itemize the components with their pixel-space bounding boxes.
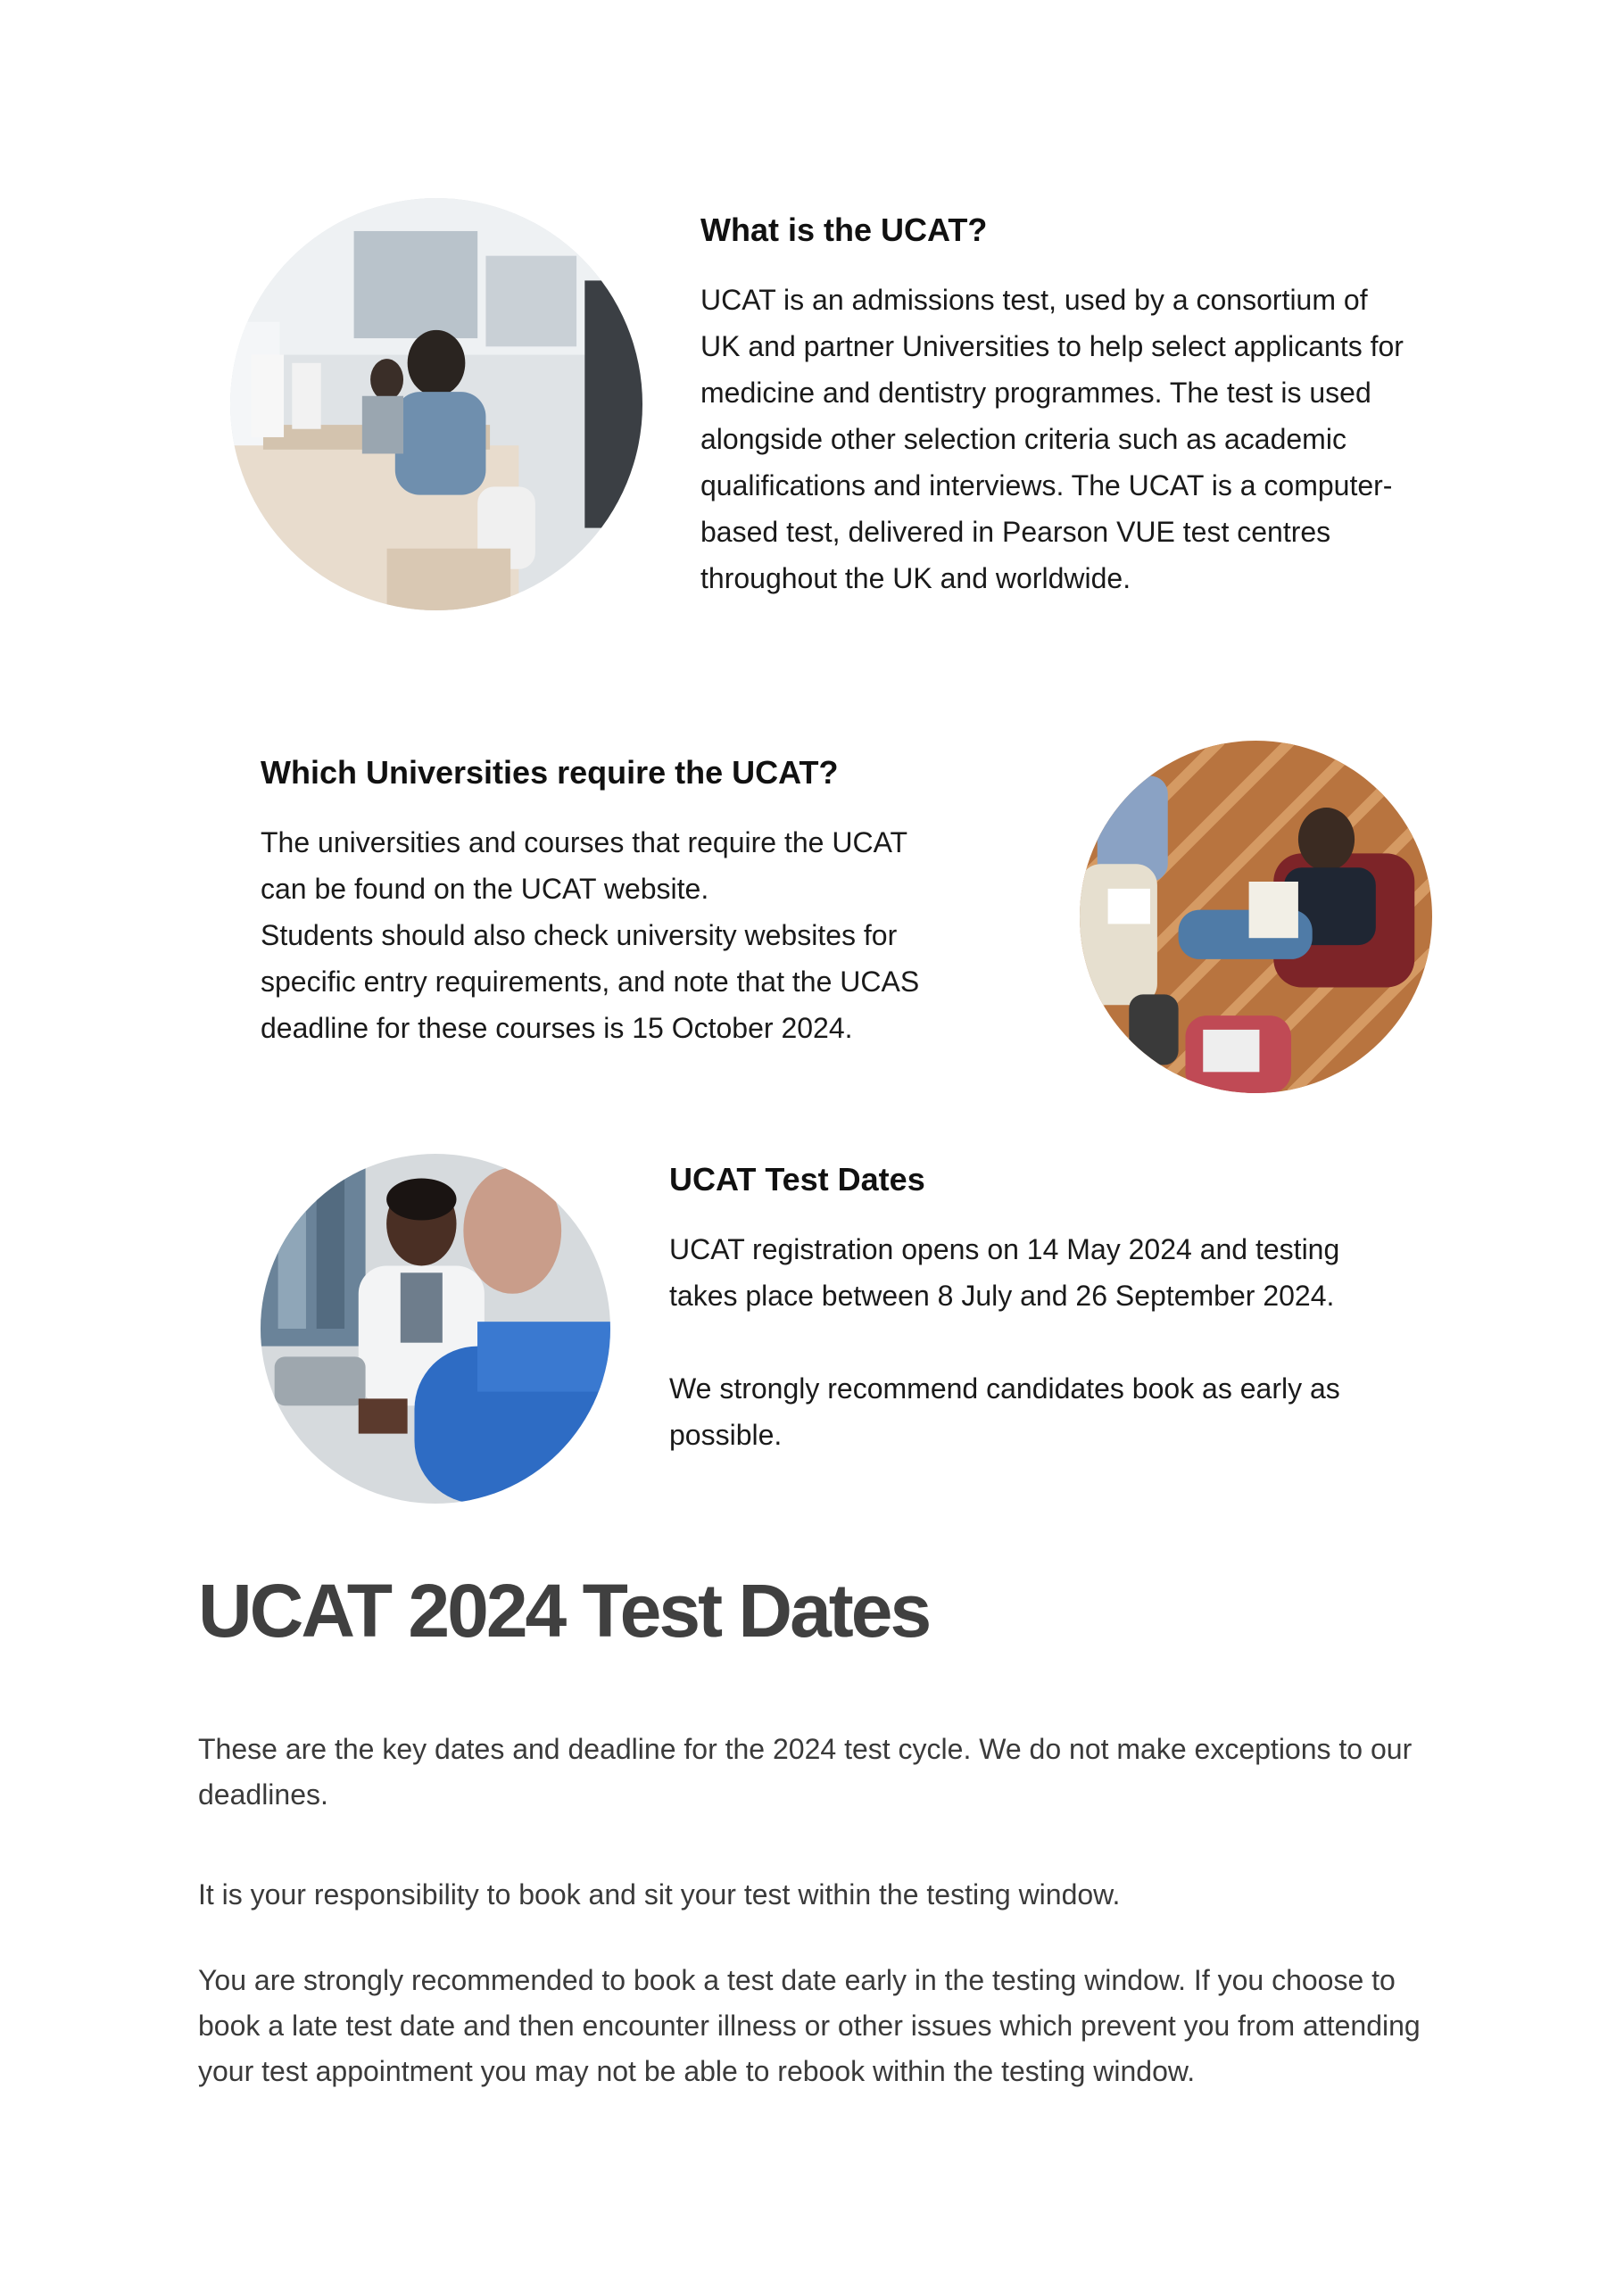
doctor-with-patient-photo-icon	[261, 1154, 610, 1504]
section-paragraph: Students should also check university websites for specific entry requirements, and note that the UCAS deadline for these courses is 15 October 2024.	[261, 919, 920, 1044]
intro-paragraph: You are strongly recommended to book a test date early in the testing window. If you choose to book a late test date and then encounter illness or other issues which prevent you from attending your test appointment you may not be able to rebook within the testing window.	[198, 1964, 1421, 2087]
section-body-test-dates	[669, 1226, 1374, 1458]
section-heading-which-universities: Which Universities require the UCAT?	[261, 754, 839, 791]
section-body-which-universities	[261, 819, 957, 1051]
intro-paragraph: These are the key dates and deadline for the 2024 test cycle. We do not make exceptions to our deadlines.	[198, 1733, 1413, 1811]
section-heading-what-is-ucat: What is the UCAT?	[700, 211, 988, 248]
section-paragraph: UCAT is an admissions test, used by a consortium of UK and partner Universities to help select applicants for medicine and dentistry programmes. The test is used alongside other selection criteria such as academic qualifications and interviews. The UCAT is a computer-based test, delivered in Pearson VUE test centres throughout the UK and worldwide.	[700, 284, 1404, 594]
computer-lab-photo-icon	[230, 198, 642, 610]
page-title: UCAT 2024 Test Dates	[198, 1569, 930, 1653]
section-body-what-is-ucat	[700, 277, 1405, 601]
section-paragraph: We strongly recommend candidates book as early as possible.	[669, 1372, 1340, 1451]
section-paragraph: The universities and courses that require the UCAT can be found on the UCAT website.	[261, 826, 907, 905]
intro-paragraph: It is your responsibility to book and sit your test within the testing window.	[198, 1878, 1121, 1911]
section-paragraph: UCAT registration opens on 14 May 2024 and testing takes place between 8 July and 26 September 2024.	[669, 1233, 1340, 1312]
section-heading-test-dates: UCAT Test Dates	[669, 1161, 925, 1198]
students-studying-photo-icon	[1080, 741, 1432, 1093]
